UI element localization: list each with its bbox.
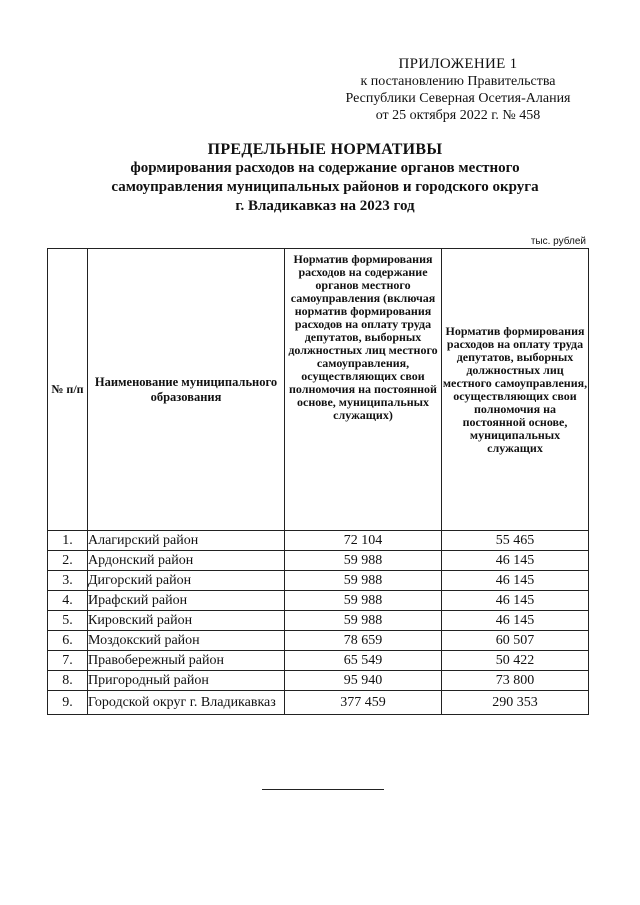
row-number: 2.: [48, 551, 88, 571]
header-municipality: Наименование муниципального образования: [88, 249, 285, 531]
table-row: [48, 671, 589, 691]
appendix-line: к постановлению Правительства: [360, 74, 556, 89]
table-row: [48, 531, 589, 551]
header-number: № п/п: [48, 249, 88, 531]
row-norm-salary: 60 507: [442, 631, 589, 651]
row-norm-salary: 290 353: [442, 691, 589, 715]
row-norm-maintenance: 59 988: [285, 611, 442, 631]
row-norm-salary: 46 145: [442, 611, 589, 631]
appendix-heading: ПРИЛОЖЕНИЕ 1: [398, 56, 518, 72]
norms-table: [47, 248, 589, 715]
row-norm-maintenance: 65 549: [285, 651, 442, 671]
document-title: [60, 140, 590, 216]
row-municipality: Алагирский район: [88, 531, 285, 551]
row-municipality: Дигорский район: [88, 571, 285, 591]
row-municipality: Правобережный район: [88, 651, 285, 671]
table-header-row: [48, 249, 589, 531]
row-norm-maintenance: 377 459: [285, 691, 442, 715]
row-norm-maintenance: 59 988: [285, 571, 442, 591]
row-municipality: Моздокский район: [88, 631, 285, 651]
row-norm-maintenance: 59 988: [285, 551, 442, 571]
closing-rule: [262, 789, 384, 790]
header-norm-salary: Норматив формирования расходов на оплату труда депутатов, выборных должностных лиц местного самоуправления, осуществляющих свои полномочия на постоянной основе, муниципальных служащих: [442, 249, 589, 531]
row-number: 8.: [48, 671, 88, 691]
row-norm-maintenance: 72 104: [285, 531, 442, 551]
row-norm-maintenance: 78 659: [285, 631, 442, 651]
row-norm-salary: 46 145: [442, 551, 589, 571]
row-number: 6.: [48, 631, 88, 651]
row-number: 9.: [48, 691, 88, 715]
row-number: 5.: [48, 611, 88, 631]
row-number: 4.: [48, 591, 88, 611]
row-norm-salary: 73 800: [442, 671, 589, 691]
row-number: 7.: [48, 651, 88, 671]
table-body: [48, 531, 589, 715]
row-norm-salary: 46 145: [442, 571, 589, 591]
table-row: [48, 571, 589, 591]
row-norm-maintenance: 95 940: [285, 671, 442, 691]
row-municipality: Пригородный район: [88, 671, 285, 691]
table-row: [48, 691, 589, 715]
row-norm-maintenance: 59 988: [285, 591, 442, 611]
table-row: [48, 551, 589, 571]
row-norm-salary: 50 422: [442, 651, 589, 671]
row-municipality: Ирафский район: [88, 591, 285, 611]
appendix-date: от 25 октября 2022 г. № 458: [375, 108, 541, 123]
row-municipality: Ардонский район: [88, 551, 285, 571]
appendix-line: Республики Северная Осетия-Алания: [345, 91, 571, 106]
title-line: самоуправления муниципальных районов и городского округа: [111, 179, 539, 195]
title-line: формирования расходов на содержание органов местного: [130, 160, 520, 176]
title-line: г. Владикавказ на 2023 год: [235, 198, 415, 214]
row-municipality: Кировский район: [88, 611, 285, 631]
table-row: [48, 611, 589, 631]
appendix-block: [328, 56, 588, 124]
row-norm-salary: 55 465: [442, 531, 589, 551]
units-label: тыс. рублей: [530, 236, 586, 247]
row-number: 3.: [48, 571, 88, 591]
row-norm-salary: 46 145: [442, 591, 589, 611]
table-row: [48, 591, 589, 611]
row-municipality: Городской округ г. Владикавказ: [88, 691, 285, 715]
row-number: 1.: [48, 531, 88, 551]
title-main: ПРЕДЕЛЬНЫЕ НОРМАТИВЫ: [207, 141, 443, 158]
table-row: [48, 631, 589, 651]
header-norm-maintenance: Норматив формирования расходов на содержание органов местного самоуправления (включая норматив формирования расходов на оплату труда депутатов, выборных должностных лиц местного самоуправления, осуществляющих свои полномочия на постоянной основе, муниципальных служащих): [285, 249, 442, 531]
table-row: [48, 651, 589, 671]
